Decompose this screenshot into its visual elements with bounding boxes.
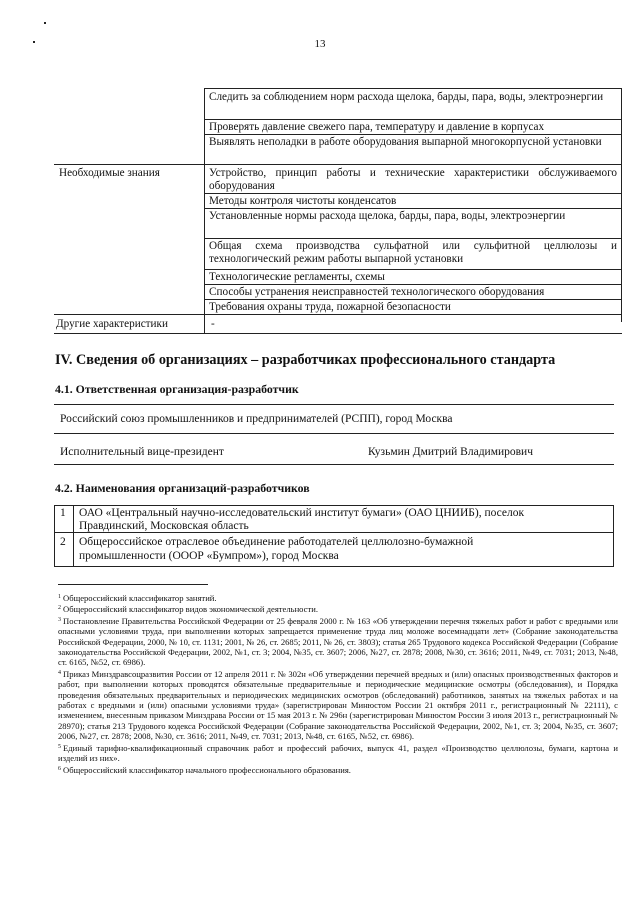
table-line bbox=[204, 193, 622, 194]
responsible-heading: 4.1. Ответственная организация-разработчик bbox=[55, 382, 299, 396]
knowledge-row: Установленные нормы расхода щелока, барды, пара, воды, электроэнергии bbox=[209, 210, 566, 222]
org-name-line: промышленности (ОООР «Бумпром»), город Москва bbox=[79, 550, 339, 562]
row-number: 1 bbox=[60, 507, 66, 519]
table-divider bbox=[204, 88, 205, 334]
skill-row: Выявлять неполадки в работе оборудования выпарной многокорпусной установки bbox=[209, 136, 602, 148]
table-line bbox=[204, 208, 622, 209]
table-line bbox=[54, 566, 614, 567]
knowledge-row: Способы устранения неисправностей технологического оборудования bbox=[209, 286, 545, 298]
skill-row: Проверять давление свежего пара, температуру и давление в корпусах bbox=[209, 121, 545, 133]
knowledge-row: Технологические регламенты, схемы bbox=[209, 271, 385, 283]
footnote: $^6$ Общероссийский классификатор начального профессионального образования. bbox=[58, 764, 351, 775]
table-border bbox=[621, 88, 622, 322]
footnote-separator bbox=[58, 584, 208, 585]
row-number: 2 bbox=[60, 536, 66, 548]
table-border bbox=[54, 505, 55, 567]
page-number: 13 bbox=[314, 38, 326, 50]
section-title: IV. Сведения об организациях – разработчиках профессионального стандарта bbox=[55, 352, 556, 368]
footnote: $^3$ Постановление Правительства Российской Федерации от 25 февраля 2000 г. № 163 «Об утверждении перечня тяжелых работ и работ с вредными или опасными условиями труда, при выполнении которых запрещается применение труда лиц моложе восемнадцати лет» (Собрание законодательства Российской Федерации, 2000, № 10, ст. 1131; 2001, № 26, ст. 2685; 2011, № 26, ст. 3803); статья 265 Трудового кодекса Российской Федерации (Собрание законодательства Российской Федерации, 2002, №1, ст. 3; 2004, №35, ст. 3607; 2006, №27, ст. 2878; 2008, №30, ст. 3616; 2011, №49, ст. 7031; 2013, №48, ст. 6165, №52, ст. 6986). bbox=[58, 615, 618, 668]
knowledge-row: Устройство, принцип работы и технические характеристики обслуживаемого оборудования bbox=[209, 167, 617, 192]
table-line bbox=[54, 505, 614, 506]
knowledge-row: Требования охраны труда, пожарной безопасности bbox=[209, 301, 451, 313]
responsible-position: Исполнительный вице-президент bbox=[60, 446, 224, 458]
scan-speck bbox=[44, 22, 46, 24]
table-line bbox=[204, 88, 622, 89]
footnote: $^1$ Общероссийский классификатор занятий. bbox=[58, 593, 217, 603]
table-border bbox=[613, 505, 614, 567]
other-label: Другие характеристики bbox=[56, 318, 168, 330]
org-name-line: Правдинский, Московская область bbox=[79, 520, 249, 532]
knowledge-row: Методы контроля чистоты конденсатов bbox=[209, 195, 397, 207]
table-line bbox=[204, 299, 622, 300]
responsible-person: Кузьмин Дмитрий Владимирович bbox=[368, 446, 533, 458]
table-line bbox=[54, 164, 622, 165]
knowledge-label: Необходимые знания bbox=[59, 167, 160, 179]
table-line bbox=[204, 134, 622, 135]
footnote: $^5$ Единый тарифно-квалификационный справочник работ и профессий рабочих, выпуск 41, раздел «Производство целлюлозы, бумаги, картона и изделий из них». bbox=[58, 742, 618, 764]
table-line bbox=[204, 269, 622, 270]
knowledge-row: Общая схема производства сульфатной или сульфитной целлюлозы и технологический режим работы выпарной установки bbox=[209, 240, 617, 265]
org-name-line: Общероссийское отраслевое объединение работодателей целлюлозно-бумажной bbox=[79, 536, 474, 548]
developers-heading: 4.2. Наименования организаций-разработчиков bbox=[55, 481, 310, 495]
skills-knowledge-table bbox=[54, 88, 622, 334]
developers-table bbox=[54, 505, 614, 567]
responsible-org: Российский союз промышленников и предпринимателей (РСПП), город Москва bbox=[60, 413, 453, 425]
table-line bbox=[204, 284, 622, 285]
footnote: $^2$ Общероссийский классификатор видов экономической деятельности. bbox=[58, 604, 318, 615]
table-line bbox=[54, 333, 622, 334]
table-divider bbox=[73, 505, 74, 567]
footnote: $^4$ Приказ Минздравсоцразвития России от 12 апреля 2011 г. № 302н «Об утверждении перечней вредных и (или) опасных производственных факторов и работ, при выполнении которых проводятся обязательные предварительные и периодические медицинские осмотры (обследования), и Порядка проведения обязательных предварительных и периодических медицинских осмотров (обследований) работников, занятых на тяжелых работах и на работах с вредными и (или) опасными условиями труда» (зарегистрирован Минюстом России 21 октября 2011 г., регистрационный № 22111), с изменением, внесенным приказом Минздрава России от 15 мая 2013 г. № 296н (зарегистрирован Минюстом России 3 июля 2013 г., регистрационный № 28970); статья 213 Трудового кодекса Российской Федерации (Собрание законодательства Российской Федерации, 2002, №1, ст. 3; 2004, №35, ст. 3607; 2006, №27, ст. 2878; 2008, №30, ст. 3616; 2011, №49, ст. 7031; 2013, №48, ст. 6165, №52, ст. 6986). bbox=[58, 668, 618, 742]
other-value: - bbox=[211, 318, 215, 330]
table-line bbox=[204, 238, 622, 239]
org-name-line: ОАО «Центральный научно-исследовательский институт бумаги» (ОАО ЦНИИБ), поселок bbox=[79, 507, 525, 519]
skill-row: Следить за соблюдением норм расхода щелока, барды, пара, воды, электроэнергии bbox=[209, 91, 604, 103]
footnotes bbox=[58, 592, 618, 775]
table-line bbox=[54, 314, 622, 315]
table-line bbox=[204, 119, 622, 120]
